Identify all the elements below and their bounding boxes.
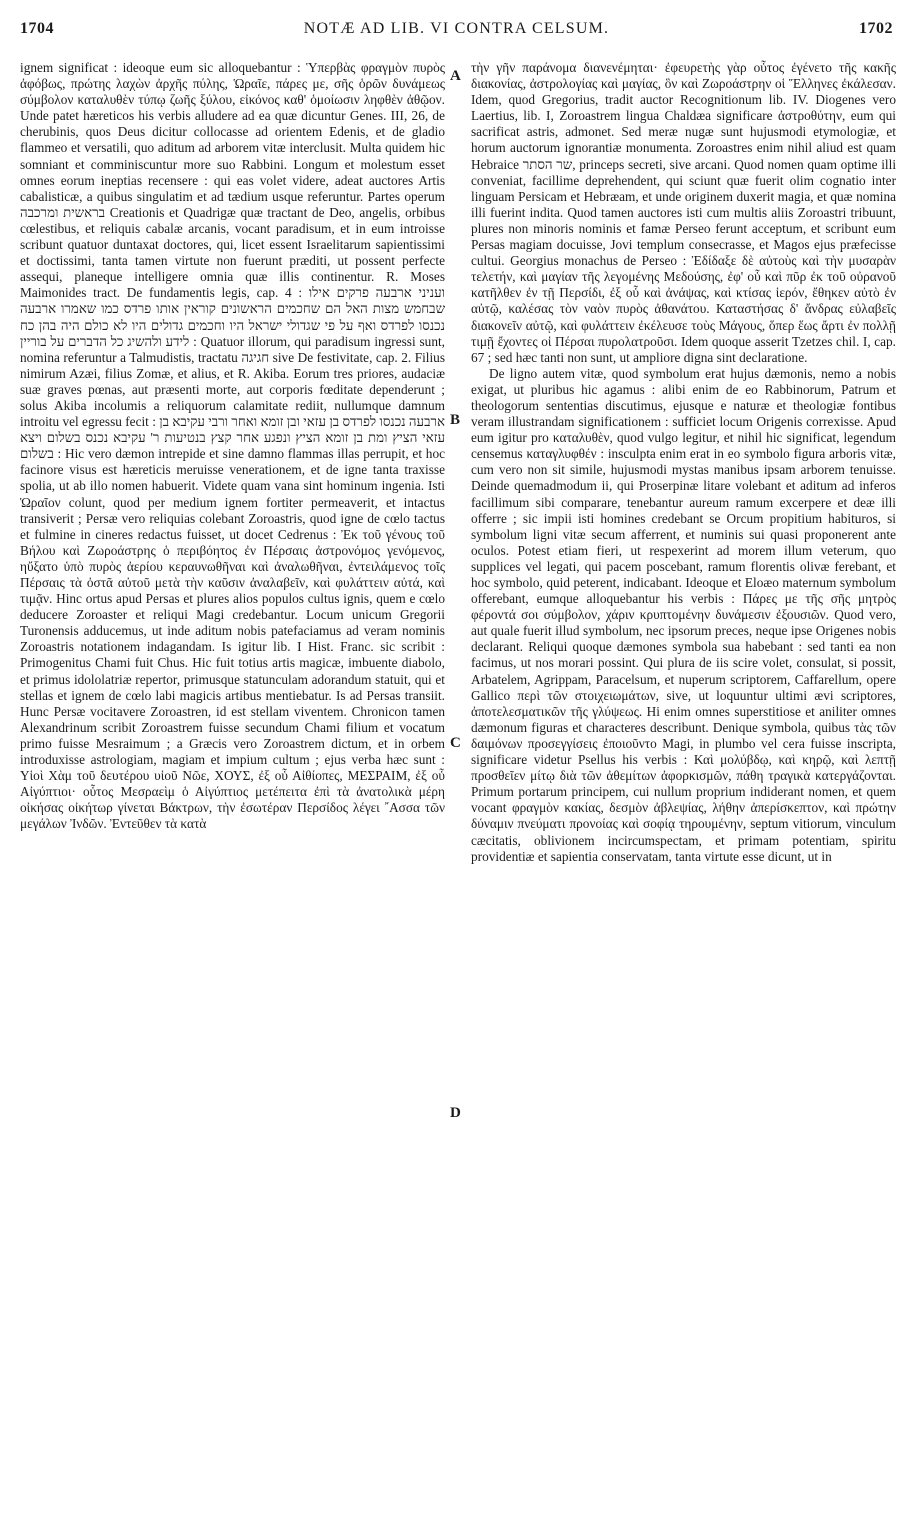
left-column (20, 60, 445, 1528)
margin-marker-b: B (450, 412, 461, 428)
margin-marker-c: C (450, 735, 461, 751)
right-paragraph-2: De ligno autem vitæ, quod symbolum erat hujus dæmonis, nemo a nobis exigat, ut pluribus hic agamus : alibi enim de eo Rabbinorum, Patrum et theologorum sententias discutimus, ejusque e naturæ et theologiæ fontibus veram illustrandam significationem : sufficiet locum Origenis correxisse. Apud eum igitur pro καταλυθὲν, quod vulgo legitur, et nihil hic significat, legendum censemus καταγλυφθέν : insculpta enim erat in eo symbolo figura arboris vitæ, cum vero non sit simile, hujusmodi mystas manibus ipsam arborem tenuisse. Deinde quemadmodum ii, qui Proserpinæ litare volebant et aditum ad inferos facillimum sibi comparare, tenebantur aureum ramum excerpere et deæ illi offerre ; sic impii isti homines credebant se Orcum propitium habituros, si symbolum ligni vitæ secum afferrent, et numinis sui quasi proponerent ante oculos. Potest etiam fieri, ut respexerint ad morem illum veterum, quo supplices vel legati, qui pacem poscebant, ramum florentis olivæ ferebant, et hoc symbolo, quid peterent, indicabant. Ideoque et Eloæo maternum symbolum offerebant, eumque alloquebantur his verbis : Πάρες με τῆς σῆς μητρὸς φέροντά σοι σύμβολον, χάριν κρυπτομένην δυνάμεσιν ἐξουσιῶν. Quod vero, aut quale fuerit illud symbolum, nec ipsorum preces, neque ipse Origenes nobis declarant. Reliqui quoque dæmones symbola sua habebant : sed tanti ea non facimus, ut nos morari possint. Qui plura de iis scire volet, consulat, si possit, Arbatelem, Agrippam, Paracelsum, et nuperum scriptorem, Caffarellum, opere Gallico περὶ τῶν στοιχειωμάτων, sive, ut loquuntur ultimi ævi scriptores, ἀποτελεσματικῶν τῆς γλύψεως. Hi enim omnes superstitiose et aniliter omnes dæmonum figuras et characteres describunt. Denique symbola, quibus τὰς τῶν δαιμόνων προσεγγίσεις ἐποιοῦντο Magi, in plumbo vel cera fuisse inscripta, significare videtur Psellus his verbis : Καὶ μολύβδῳ, καὶ κηρῷ, καὶ λεπτῇ προσθεῖεν μίτῳ διὰ τῶν ἀθεμίτων ἀφορκισμῶν, πάθη τραγικὰ κατεργάζονται. Primum portarum principem, cui nullum proprium indiderant nomen, et quem vocant φραγμὸν κακίας, δεσμὸν ἀβλεψίας, λήθην ἀπερίσκεπτον, καὶ πρώτην δύναμιν πνεύματι προνοίας καὶ σοφίᾳ τηρουμένην, septum vitiorum, vinculum cæcitatis, oblivionem incircumspectam, et primam potentiam, spiritu providentiæ et sapientia conservatam, tanta virtute esse dicunt, ut in (471, 365, 896, 864)
margin-marker-a: A (450, 68, 461, 84)
running-title: NOTÆ AD LIB. VI CONTRA CELSUM. (303, 20, 610, 37)
left-paragraph-1: ignem significat : ideoque eum sic alloquebantur : Ὑπερβὰς φραγμὸν πυρὸς ἀφόβως, πρώτης λαχὼν ἀρχῆς πύλης, Ὡραῖε, πάρες με, σῆς ὁρῶν δυνάμεως σύμβολον καταλυθὲν τύπῳ ζωῆς ξύλου, εἰκόνος καθ' ὁμοίωσιν ληφθὲν ἀθῷον. Unde patet hæreticos his verbis alludere ad ea quæ dicuntur Genes. III, 26, de cherubinis, quos Deus dicitur collocasse ad orientem Edenis, et de gladio flammeo et versatili, quo aditum ad arborem vitæ interclusit. Multa quidem hic somniant et comminiscuntur more suo Rabbini. Longum et molestum esset omnes eorum ineptias recensere : qui eas volet videre, adeat auctores Artis cabalisticæ, a quibus singulatim et ad tædium usque referuntur. Partes operum בראשית ומרכבה Creationis et Quadrigæ quæ tractant de Deo, angelis, orbibus cœlestibus, et reliquis cabalæ arcanis, vocant paradisum, et in eum introisse scribunt quatuor duntaxat doctores, qui, licet essent Israelitarum sapientissimi et doctissimi, tanta tamen virtute non fuerunt præditi, ut possent perfecte assequi, planeque intelligere omnia quæ illis continentur. R. Moses Maimonides tract. De fundamentis legis, cap. 4 : ועניני ארבעה פרקים אילו שבחמש מצות האל הם שחכמים הראשונים קוראין אותו פרדס כמו שאמרו ארבעה נכנסו לפרדס ואף על פי שגדולי ישראל היו וחכמים גדולים היו לא כולם היה בהן כח לידע ולהשיג כל הדברים על בוריין : Quatuor illorum, qui paradisum ingressi sunt, nomina referuntur a Talmudistis, tractatu חגיגה sive De festivitate, cap. 2. Filius nimirum Azæi, filius Zomæ, et alius, et R. Akiba. Eorum tres priores, audaciæ suæ graves pœnas, aut præsenti morte, aut corporis fœditate dependerunt ; solus Akiba incolumis a reliquorum calamitate rediit, nullumque damnum introitu vel egressu fecit : ארבעה נכנסו לפרדס בן עזאי ובן זומא ואחר ורבי עקיבא בן עזאי הציץ ומת בן זומא הציץ ונפגע אחר קצץ בנטיעות ר' עקיבא נכנס בשלום ויצא בשלום : Hic vero dæmon intrepide et sine damno flammas illas perrupit, et hoc facinore visus est hæreticis meruisse venerationem, et de igne tanta traxisse spolia, ut ab illo nomen habuerit. Videte quam vana sint hominum ingenia. Isti Ὡραῖον colunt, quod per medium ignem fortiter permeaverit, et intactus transiverit ; Persæ vero reliquias colebant Zoroastris, quod igne de cœlo tactus et fulmine in cineres redactus fuisset, ut docet Cedrenus : Ἐκ τοῦ γένους τοῦ Βήλου καὶ Ζωροάστρης ὁ περιβόητος ἐν Πέρσαις ἀστρονόμος γενόμενος, ηὔξατο ὑπὸ πυρὸς ἀερίου κεραυνωθῆναι καὶ ἀναλωθῆναι, ἐντειλάμενος τοῖς Πέρσαις τὰ ὀστᾶ αὐτοῦ μετὰ τὴν καῦσιν ἀναλαβεῖν, καὶ φυλάττειν αὐτά, καὶ τιμᾷν. Hinc ortus apud Persas et plures alios populos cultus ignis, quem e cœlo deducere Zoroaster et reliqui Magi credebantur. Locum unicum Gregorii Turonensis adducemus, ut inde aditum nobis patefaciamus ad veram nominis Zoroastris notationem indagandam. Is igitur lib. I Hist. Franc. sic scribit : Primogenitus Chami fuit Chus. Hic fuit totius artis magicæ, imbuente diabolo, et primus idololatriæ repertor, primusque statunculam adorandum statuit, qui et stellas et ignem de cœlo labi magicis artibus mentiebatur. Is ad Persas transiit. Hunc Persæ vocitavere Zoroastren, id est stellam viventem. Chronicon tamen Alexandrinum scribit Zoroastrem fuisse secundum Chami filium et vocatum primo fuisse Mesraimum ; a Græcis vero Zoroastrem dictum, et in orbem introduxisse astrologiam, magiam et impium cultum ; ejus verba hæc sunt : Υἱοὶ Χὰμ τοῦ δευτέρου υἱοῦ Νῶε, ΧΟΥΣ, ἐξ οὗ Αἰθίοπες, ΜΕΣΡΑΙΜ, ἐξ οὗ Αἰγύπτιοι· οὗτος Μεσραεὶμ ὁ Αἰγύπτιος μετέπειτα ἐπὶ τὰ ἀνατολικὰ μέρη οἰκήσας οἰκήτωρ γίνεται Βάκτρων, τὴν ἐσωτέραν Περσίδος λέγει ῎Ασσα τῶν μεγάλων Ἰνδῶν. Ἐντεῦθεν τὰ κατὰ (20, 60, 445, 832)
running-header (20, 14, 893, 44)
right-paragraph-1: τὴν γῆν παράνομα διανενέμηται· ἐφευρετὴς γὰρ οὗτος ἐγένετο τῆς κακῆς διακονίας, ἀστρολογίας καὶ μαγίας, ὃν καὶ Ζωροάστρην οἱ Ἕλληνες ἐκάλεσαν. Idem, quod Gregorius, tradit auctor Recognitionum lib. IV. Diogenes vero Laertius, lib. I, Zoroastrem lingua Chaldæa significare ἀστροθύτην, eum qui sacrificat astris, admonet. Sed meræ nugæ sunt hujusmodi etymologiæ, et horum auctorum ignorantiæ monumenta. Zoroastres enim nihil aliud est quam Hebraice שר הסתר, princeps secreti, sive arcani. Quod nomen quam optime illi conveniat, facillime deprehendent, qui sciunt quæ fuerit olim cognatio inter linguam Persicam et Hebræam, et unde originem duxerit magia, et quæ nomina illi fuerint indita. Quod tamen auctores isti cum multis aliis Zoroastri tribuunt, plures non minoris nominis et famæ Perseo ferunt acceptum, et scribunt eum Persas magiam docuisse, Jovi templum consecrasse, et Magos ejus præfecisse cultui. Georgius monachus de Perseo : Ἐδίδαξε δὲ αὐτοὺς καὶ τὴν μυσαρὰν τελετήν, καὶ μαγίαν τῆς λεγομένης Μεδούσης, ἐφ' οὗ καὶ πῦρ ἐκ τοῦ οὐρανοῦ κατῆλθεν ἐν τῇ Περσίδι, ἐξ οὗ καὶ ἀνάψας, καὶ κτίσας ἱερόν, ἔθηκεν αὐτὸ ἐν αὐτῷ, καλέσας τὸν ναὸν πυρὸς ἀθανάτου. Καταστήσας δ' ἄνδρας εὐλαβεῖς διακονεῖν αὐτῷ, καὶ φυλάττειν ἐκέλευσε τοὺς Μάγους, ὅπερ ἕως ἄρτι ἐν πολλῇ τιμῇ ἔχοντες οἱ Πέρσαι πυρολατροῦσι. Idem quoque asserit Tzetzes chil. I, cap. 67 ; sed hæc tanti non sunt, ut ampliore digna sint declaratione. (471, 60, 896, 365)
right-column (471, 60, 896, 1528)
margin-marker-d: D (450, 1105, 461, 1121)
page-number-right: 1702 (859, 20, 893, 37)
page-number-left: 1704 (20, 20, 54, 37)
